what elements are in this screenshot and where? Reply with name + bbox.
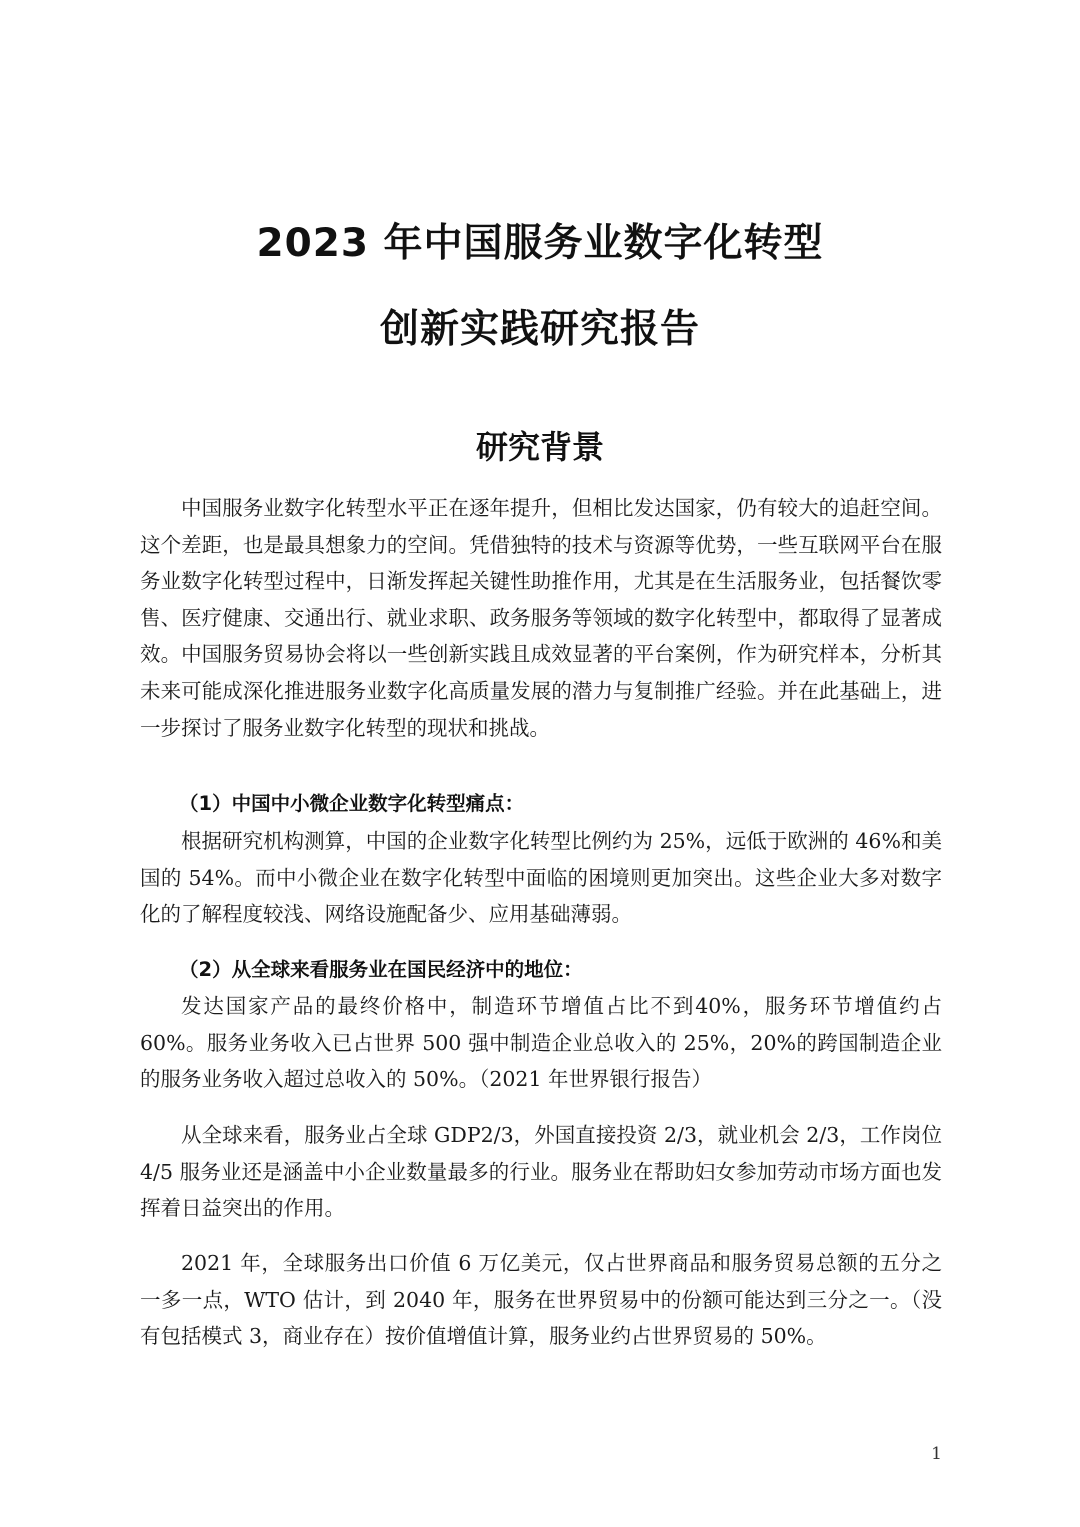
paragraph-intro: 中国服务业数字化转型水平正在逐年提升，但相比发达国家，仍有较大的追赶空间。这个差距，也是最具想象力的空间。凭借独特的技术与资源等优势，一些互联网平台在服务业数字化转型过程中，日渐发挥起关键性助推作用，尤其是在生活服务业，包括餐饮零售、医疗健康、交通出行、就业求职、政务服务等领域的数字化转型中，都取得了显著成效。中国服务贸易协会将以一些创新实践且成效显著的平台案例，作为研究样本，分析其未来可能成深化推进服务业数字化高质量发展的潜力与复制推广经验。并在此基础上，进一步探讨了服务业数字化转型的现状和挑战。 xyxy=(140,496,942,740)
subheading-sme-pain-points: （1）中国中小微企业数字化转型痛点： xyxy=(179,792,525,815)
paragraph-service-exports: 2021 年，全球服务出口价值 6 万亿美元，仅占世界商品和服务贸易总额的五分之一多一点，WTO 估计，到 2040 年，服务在世界贸易中的份额可能达到三分之一。（没有包括模式 3，商业存在）按价值增值计算，服务业约占世界贸易的 50%。 xyxy=(140,1251,942,1349)
subheading-global-service-status: （2）从全球来看服务业在国民经济中的地位： xyxy=(179,958,583,981)
paragraph-global-share: 从全球来看，服务业占全球 GDP2/3，外国直接投资 2/3，就业机会 2/3，工作岗位 4/5 服务业还是涵盖中小企业数量最多的行业。服务业在帮助妇女参加劳动市场方面也发挥着日益突出的作用。 xyxy=(140,1123,942,1221)
paragraph-sme-digitalization: 根据研究机构测算，中国的企业数字化转型比例约为 25%，远低于欧洲的 46%和美国的 54%。而中小微企业在数字化转型中面临的困境则更加突出。这些企业大多对数字化的了解程度较浅、网络设施配备少、应用基础薄弱。 xyxy=(140,829,942,927)
report-title-line-1: 2023 年中国服务业数字化转型 xyxy=(256,221,824,266)
page-number: 1 xyxy=(931,1444,942,1464)
section-heading-research-background: 研究背景 xyxy=(475,428,604,466)
report-title-line-2: 创新实践研究报告 xyxy=(379,307,700,352)
paragraph-developed-countries: 发达国家产品的最终价格中，制造环节增值占比不到40%，服务环节增值约占60%。服务业务收入已占世界 500 强中制造企业总收入的 25%，20%的跨国制造企业的服务业务收入超过总收入的 50%。（2021 年世界银行报告） xyxy=(140,994,942,1092)
